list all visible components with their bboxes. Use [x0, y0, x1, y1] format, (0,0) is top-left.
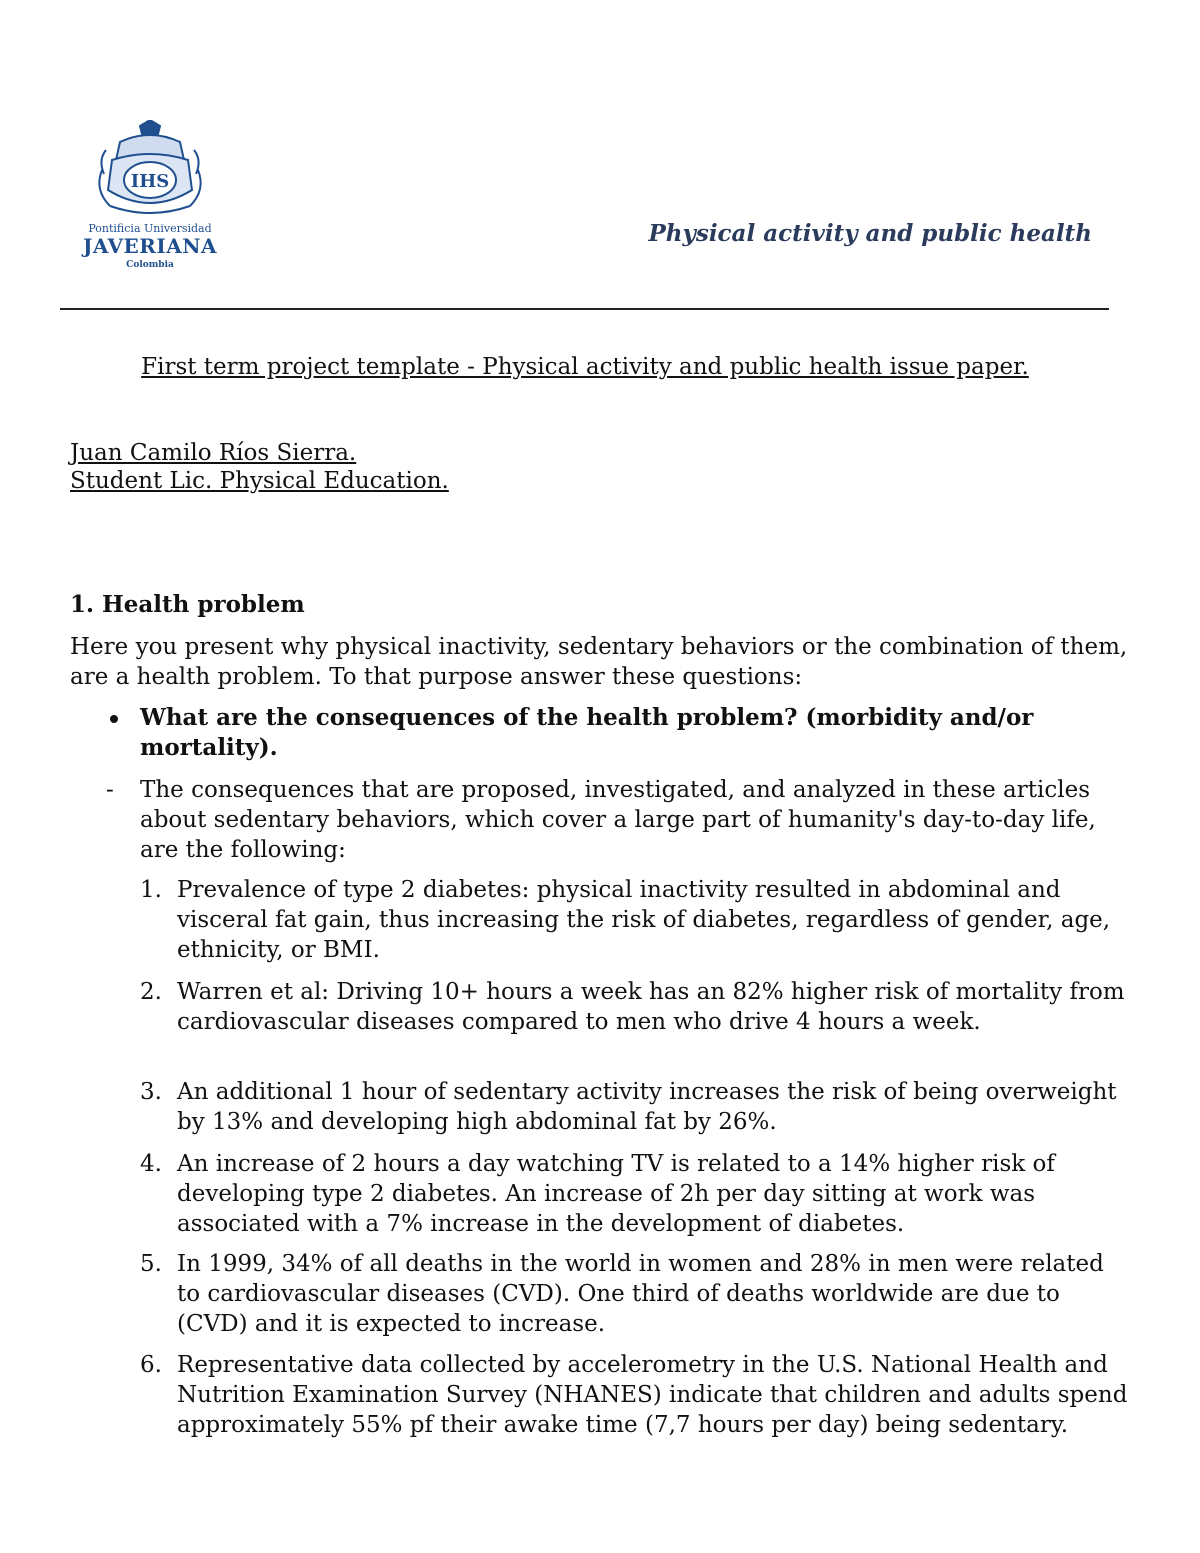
list-item-number: 1.	[140, 877, 162, 903]
logo-line-3: Colombia	[126, 260, 174, 270]
document-title: First term project template - Physical activity and public health issue paper.	[141, 354, 1029, 380]
list-item-number: 4.	[140, 1151, 162, 1177]
list-item-number: 3.	[140, 1079, 162, 1105]
section-heading: 1. Health problem	[70, 591, 305, 618]
dash-marker: -	[106, 777, 114, 803]
question-text: What are the consequences of the health problem? (morbidity and/or mortality).	[140, 704, 1034, 761]
university-crest-icon	[80, 120, 220, 220]
list-item-text: An additional 1 hour of sedentary activity increases the risk of being overweight by 13% and developing high abdominal fat by 26%.	[177, 1079, 1117, 1135]
section-intro: Here you present why physical inactivity, sedentary behaviors or the combination of them, are a health problem. To that purpose answer these questions:	[70, 634, 1128, 690]
author-role: Student Lic. Physical Education.	[70, 468, 449, 494]
svg-text:IHS: IHS	[130, 171, 170, 192]
list-item-number: 6.	[140, 1352, 162, 1378]
logo-line-1: Pontificia Universidad	[88, 222, 212, 235]
university-logo	[80, 120, 230, 280]
list-item-number: 2.	[140, 979, 162, 1005]
list-item-number: 5.	[140, 1251, 162, 1277]
header-divider	[60, 308, 1109, 310]
list-item-text: Warren et al: Driving 10+ hours a week has an 82% higher risk of mortality from cardiovascular diseases compared to men who drive 4 hours a week.	[177, 979, 1125, 1035]
course-title: Physical activity and public health	[648, 220, 1092, 247]
list-item-text: In 1999, 34% of all deaths in the world in women and 28% in men were related to cardiovascular diseases (CVD). One third of deaths worldwide are due to (CVD) and it is expected to increase.	[177, 1251, 1104, 1337]
list-item-text: Prevalence of type 2 diabetes: physical inactivity resulted in abdominal and visceral fat gain, thus increasing the risk of diabetes, regardless of gender, age, ethnicity, or BMI.	[177, 877, 1111, 963]
list-item-text: An increase of 2 hours a day watching TV is related to a 14% higher risk of developing type 2 diabetes. An increase of 2h per day sitting at work was associated with a 7% increase in the development of diabetes.	[177, 1151, 1055, 1237]
answer-intro: The consequences that are proposed, investigated, and analyzed in these articles about sedentary behaviors, which cover a large part of humanity's day-to-day life, are the following:	[140, 777, 1096, 863]
bullet-icon	[110, 715, 118, 723]
logo-line-2: JAVERIANA	[82, 234, 218, 258]
author-name: Juan Camilo Ríos Sierra.	[70, 440, 357, 466]
list-item-text: Representative data collected by accelerometry in the U.S. National Health and Nutrition Examination Survey (NHANES) indicate that children and adults spend approximately 55% pf their awake time (7,7 hours per day) being sedentary.	[177, 1352, 1128, 1438]
